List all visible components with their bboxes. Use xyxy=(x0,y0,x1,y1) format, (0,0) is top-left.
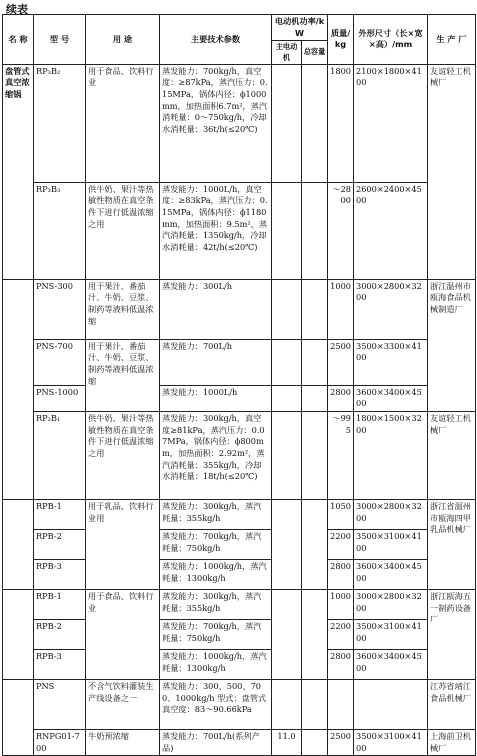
group-name-cell xyxy=(3,590,34,680)
model-cell: RP₃B₂ xyxy=(34,64,86,182)
power-main-cell xyxy=(272,590,302,680)
group-name-cell xyxy=(3,279,34,499)
header-mass: 质量/kg xyxy=(328,15,354,65)
spec-cell: 蒸发能力：700kg/h，蒸汽耗量：750kg/h xyxy=(160,620,272,650)
spec-cell: 蒸发能力：300L/h xyxy=(160,279,272,339)
maker-cell: 浙江温州市瓯海食品机械制造厂 xyxy=(428,279,476,411)
mass-cell: 1000 xyxy=(328,590,354,620)
group-name-cell: 盘管式真空浓缩锅 xyxy=(3,64,34,279)
power-total-cell xyxy=(302,339,328,385)
power-main-cell xyxy=(272,500,302,590)
use-cell: 供牛奶、果汁等热敏性物质在真空条件下进行低温浓缩之用 xyxy=(86,182,160,279)
power-main-cell: 11.0 xyxy=(272,730,302,756)
model-cell: RP₃B₃ xyxy=(34,182,86,279)
model-cell: RPB-1 xyxy=(34,590,86,620)
continued-label: 续表 xyxy=(6,3,28,16)
use-cell: 供牛奶、果汁等热敏性物质在真空条件下进行低温浓缩之用 xyxy=(86,412,160,500)
power-total-cell xyxy=(302,680,328,730)
model-cell: PNS xyxy=(34,680,86,730)
use-cell: 用于果汁、番茄汁、牛奶、豆浆、制药等液料低温浓缩 xyxy=(86,339,160,411)
power-main-cell xyxy=(272,680,302,730)
use-cell: 用于食品、饮料行业 xyxy=(86,64,160,182)
use-cell: 用于果汁、番茄汁、牛奶、豆浆、制药等液料低温浓缩 xyxy=(86,279,160,339)
power-total-cell xyxy=(302,64,328,182)
mass-cell: 1000 xyxy=(328,279,354,339)
spec-cell: 蒸发能力：1000L/h，真空度：≥83kPa，蒸汽压力：0.15MPa，锅体内径：ϕ1180mm，加热面积：9.5m²，蒸汽消耗量：1350kg/h，冷却水消耗量：42t/h(≤20℃) xyxy=(160,182,272,279)
spec-cell: 蒸发能力：700L/h xyxy=(160,339,272,385)
mass-cell xyxy=(328,680,354,730)
header-power: 电动机功率/kW xyxy=(272,15,328,41)
mass-cell: 2200 xyxy=(328,530,354,560)
maker-cell: 浙江省温州市瓯海四甲乳品机械厂 xyxy=(428,500,476,590)
power-total-cell xyxy=(302,590,328,680)
header-model: 型 号 xyxy=(34,15,86,65)
model-cell: RPB-2 xyxy=(34,530,86,560)
power-main-cell xyxy=(272,279,302,339)
spec-cell: 蒸发能力：300kg/h，蒸汽耗量：355kg/h xyxy=(160,590,272,620)
dims-cell: 3600×3400×4500 xyxy=(354,385,428,411)
header-name: 名 称 xyxy=(3,15,34,65)
equipment-table xyxy=(2,14,476,756)
spec-cell: 蒸发能力：300kg/h，蒸汽耗量：355kg/h xyxy=(160,500,272,530)
model-cell: RNPG01-700 xyxy=(34,730,86,756)
mass-cell: 1800 xyxy=(328,64,354,182)
power-total-cell xyxy=(302,412,328,500)
mass-cell: 2800 xyxy=(328,560,354,590)
model-cell: RPB-3 xyxy=(34,560,86,590)
spec-cell: 蒸发能力：1000kg/h，蒸汽耗量：1300kg/h xyxy=(160,560,272,590)
spec-cell: 蒸发能力：700kg/h，真空度：≥87kPa，蒸汽压力：0.15MPa，锅体内径：ϕ1000mm，加热面积6.7m²，蒸汽消耗量：0～750kg/h，冷却水消耗量：36t/h(≤20℃) xyxy=(160,64,272,182)
maker-cell: 江苏省靖江食品机械厂 xyxy=(428,680,476,730)
header-power-main: 主电动机 xyxy=(272,41,302,64)
mass-cell: 2500 xyxy=(328,339,354,385)
dims-cell: 3500×3300×4100 xyxy=(354,339,428,385)
spec-cell: 蒸发能力：300、500、700、1000kg/h 型式：盘管式 真空度：83～90.66kPa xyxy=(160,680,272,730)
power-main-cell xyxy=(272,412,302,500)
power-total-cell xyxy=(302,385,328,411)
power-total-cell xyxy=(302,279,328,339)
header-dims: 外形尺寸（长×宽×高）/mm xyxy=(354,15,428,65)
group-name-cell xyxy=(3,680,34,756)
maker-cell: 友谊轻工机械厂 xyxy=(428,64,476,279)
spec-cell: 蒸发能力：1000L/h xyxy=(160,385,272,411)
power-total-cell xyxy=(302,730,328,756)
maker-cell: 浙江瓯海五一制药设备厂 xyxy=(428,590,476,680)
dims-cell: 2100×1800×4100 xyxy=(354,64,428,182)
dims-cell: 3000×2800×3200 xyxy=(354,279,428,339)
power-total-cell xyxy=(302,500,328,590)
mass-cell: 1050 xyxy=(328,500,354,530)
dims-cell xyxy=(354,680,428,730)
dims-cell: 2600×2400×4500 xyxy=(354,182,428,279)
power-total-cell xyxy=(302,182,328,279)
dims-cell: 3500×3100×4100 xyxy=(354,620,428,650)
dims-cell: 3000×2800×3200 xyxy=(354,500,428,530)
model-cell: PNS-700 xyxy=(34,339,86,385)
header-spec: 主要技术参数 xyxy=(160,15,272,65)
spec-cell: 蒸发能力：700kg/h，蒸汽耗量：750kg/h xyxy=(160,530,272,560)
model-cell: PNS-1000 xyxy=(34,385,86,411)
mass-cell: ～995 xyxy=(328,412,354,500)
mass-cell: 2800 xyxy=(328,385,354,411)
maker-cell: 友谊轻工机械厂 xyxy=(428,412,476,500)
spec-cell: 蒸发能力：300kg/h，真空度≥81kPa，蒸汽压力：0.07MPa，锅体内径：ϕ800mm，加热面积：2.92m²，蒸汽消耗量：355kg/h，冷却水消耗量：18t/h(≤20℃) xyxy=(160,412,272,500)
dims-cell: 3500×3100×4100 xyxy=(354,730,428,756)
power-main-cell xyxy=(272,339,302,385)
group-name-cell xyxy=(3,500,34,590)
spec-cell: 蒸发能力：1000kg/h，蒸汽耗量：1300kg/h xyxy=(160,650,272,680)
dims-cell: 3600×3400×4500 xyxy=(354,560,428,590)
model-cell: RPB-1 xyxy=(34,500,86,530)
use-cell: 牛奶预浓缩 xyxy=(86,730,160,756)
mass-cell: 2500 xyxy=(328,730,354,756)
model-cell: RPB-2 xyxy=(34,620,86,650)
spec-cell: 蒸发能力：700L/h(系列产品) xyxy=(160,730,272,756)
power-main-cell xyxy=(272,385,302,411)
dims-cell: 1800×1500×3200 xyxy=(354,412,428,500)
dims-cell: 3000×2800×3200 xyxy=(354,590,428,620)
mass-cell: 2800 xyxy=(328,650,354,680)
header-maker: 生 产 厂 xyxy=(428,15,476,65)
power-main-cell xyxy=(272,182,302,279)
model-cell: PNS-300 xyxy=(34,279,86,339)
mass-cell: 2200 xyxy=(328,620,354,650)
header-use: 用 途 xyxy=(86,15,160,65)
use-cell: 用于食品、饮料行业 xyxy=(86,590,160,680)
model-cell: RPB-3 xyxy=(34,650,86,680)
model-cell: RP₃B₁ xyxy=(34,412,86,500)
mass-cell: ～2800 xyxy=(328,182,354,279)
use-cell: 不含气饮料灌装生产线设备之一 xyxy=(86,680,160,730)
dims-cell: 3600×3400×4500 xyxy=(354,650,428,680)
dims-cell: 3500×3100×4100 xyxy=(354,530,428,560)
power-main-cell xyxy=(272,64,302,182)
header-power-total: 总容量 xyxy=(302,41,328,64)
maker-cell: 上海前卫机械厂 xyxy=(428,730,476,756)
use-cell: 用于乳品、饮料行业用 xyxy=(86,500,160,590)
